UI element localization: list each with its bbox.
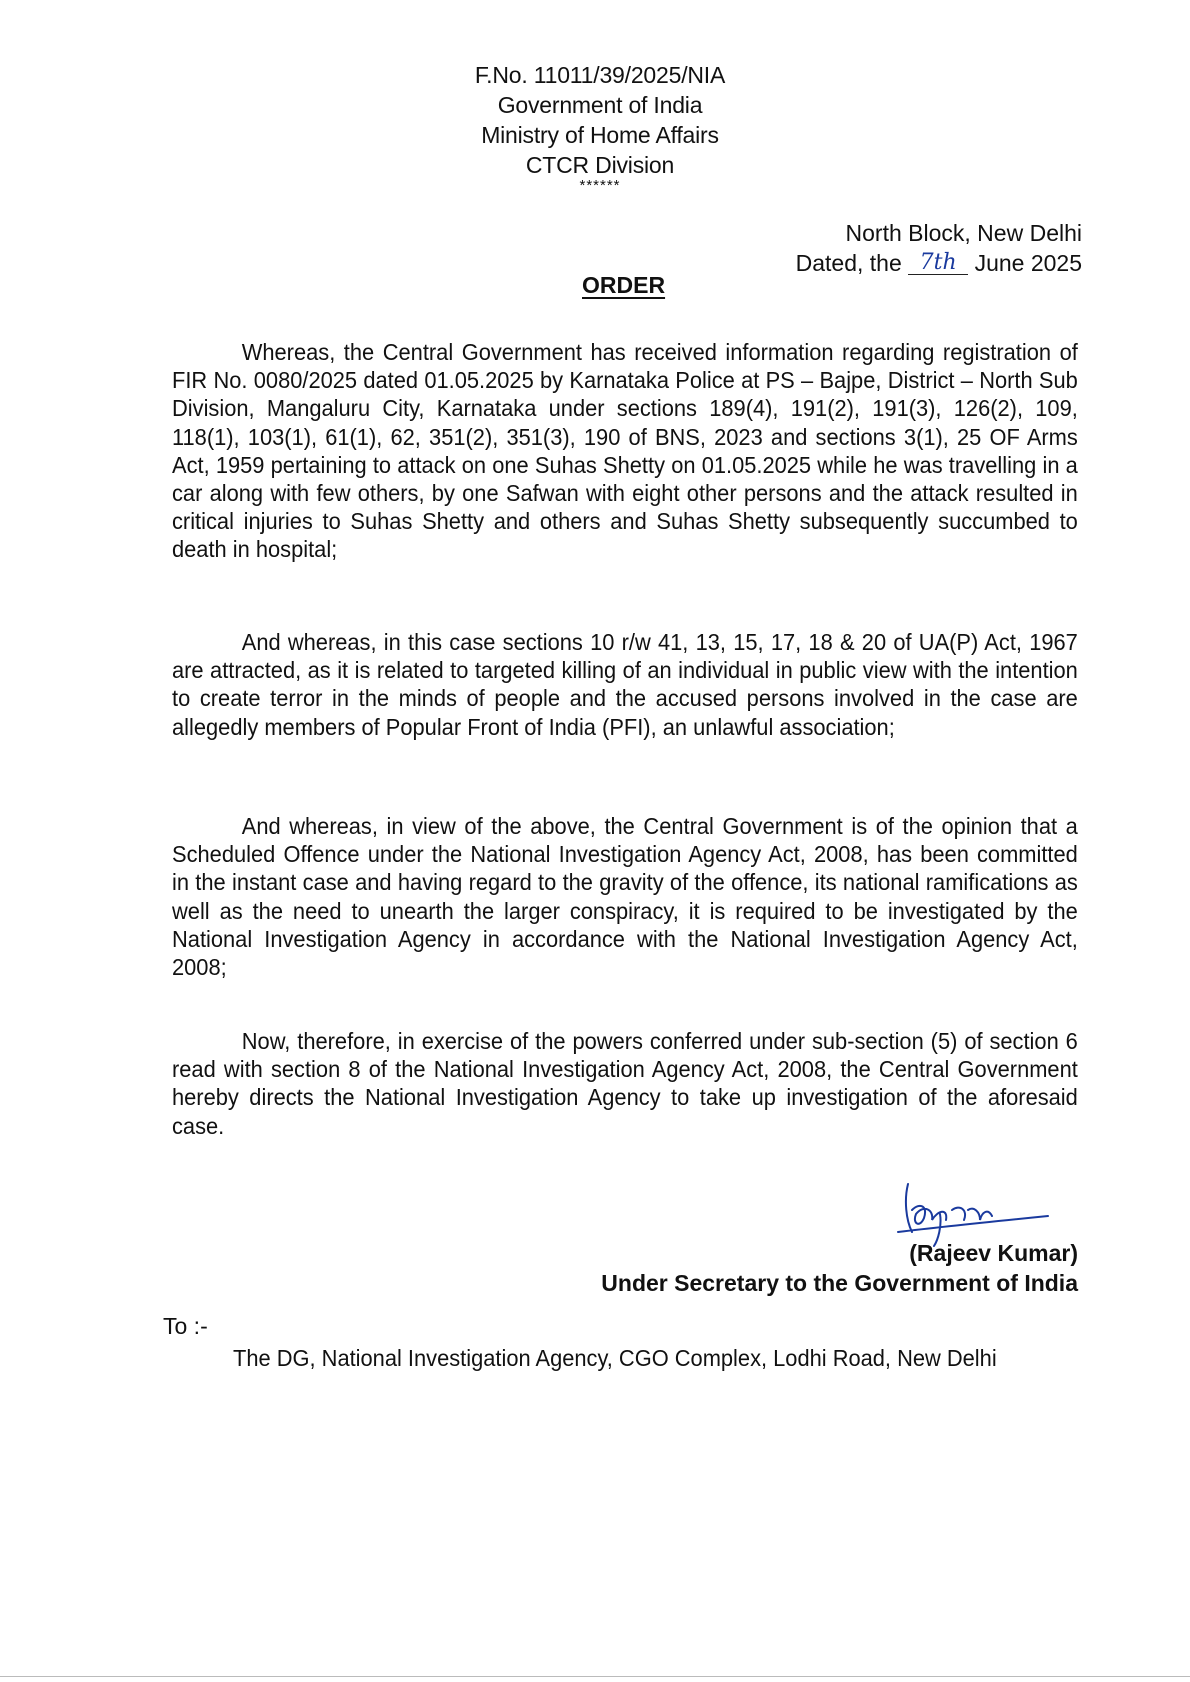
- signatory-name: (Rajeev Kumar): [909, 1240, 1078, 1266]
- dated-prefix: Dated, the: [795, 250, 902, 276]
- order-title: ORDER: [582, 272, 666, 298]
- date-line: [796, 248, 1082, 278]
- signatory-designation: Under Secretary to the Government of India: [601, 1270, 1078, 1296]
- signature-block: [601, 1180, 1078, 1298]
- separator-stars: ******: [579, 177, 621, 194]
- paragraph-2: And whereas, in this case sections 10 r/w 41, 13, 15, 17, 18 & 20 of UA(P) Act, 1967 are attracted, as it is related to targeted killing of an individual in public view with the intention to create terror in the minds of people and the accused persons involved in the case are allegedly members of Popular Front of India (PFI), an unlawful association;: [172, 629, 1078, 740]
- paragraph-3: And whereas, in view of the above, the Central Government is of the opinion that a Scheduled Offence under the National Investigation Agency Act, 2008, has been committed in the instant case and having regard to the gravity of the offence, its national ramifications as well as the need to unearth the larger conspiracy, it is required to be investigated by the National Investigation Agency in accordance with the National Investigation Agency Act, 2008;: [172, 813, 1078, 981]
- month-year: June 2025: [974, 250, 1082, 276]
- paragraph-4: Now, therefore, in exercise of the powers conferred under sub-section (5) of section 6 read with section 8 of the National Investigation Agency Act, 2008, the Central Government hereby directs the National Investigation Agency to take up investigation of the aforesaid case.: [172, 1028, 1078, 1139]
- paragraph-1: Whereas, the Central Government has received information regarding registration of FIR No. 0080/2025 dated 01.05.2025 by Karnataka Police at PS – Bajpe, District – North Sub Division, Mangaluru City, Karnataka under sections 189(4), 191(2), 191(3), 126(2), 109, 118(1), 103(1), 61(1), 62, 351(2), 351(3), 190 of BNS, 2023 and sections 3(1), 25 OF Arms Act, 1959 pertaining to attack on one Suhas Shetty on 01.05.2025 while he was travelling in a car along with few others, by one Safwan with eight other persons and the attack resulted in critical injuries to Suhas Shetty and others and Suhas Shetty subsequently succumbed to death in hospital;: [172, 339, 1078, 563]
- signature-scribble-icon: [868, 1180, 1058, 1250]
- recipient-address: The DG, National Investigation Agency, CGO Complex, Lodhi Road, New Delhi: [233, 1345, 997, 1371]
- ministry-name: Ministry of Home Affairs: [481, 122, 719, 148]
- recipient-label: To :-: [163, 1313, 208, 1339]
- place: North Block, New Delhi: [845, 220, 1082, 246]
- government-name: Government of India: [497, 92, 703, 118]
- handwritten-day: 7th: [908, 252, 968, 275]
- letterhead: [420, 60, 780, 192]
- place-date-block: [796, 218, 1082, 278]
- page-bottom-edge: [0, 1676, 1190, 1677]
- file-number: F.No. 11011/39/2025/NIA: [474, 62, 726, 88]
- division-name: CTCR Division: [525, 152, 675, 178]
